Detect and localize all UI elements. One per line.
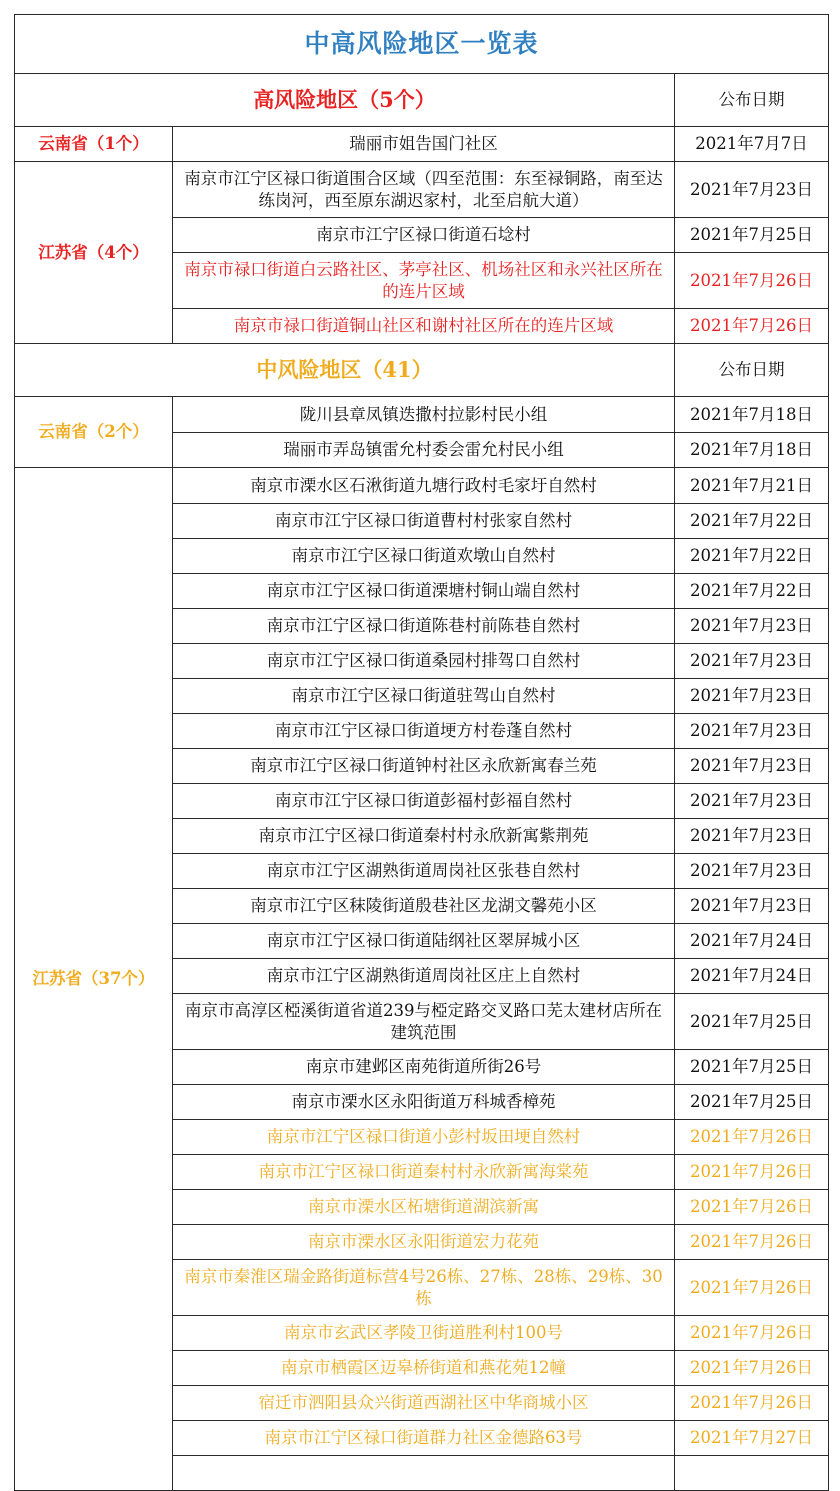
area-cell: 南京市江宁区秣陵街道殷巷社区龙湖文馨苑小区 bbox=[173, 889, 675, 924]
area-cell: 南京市江宁区禄口街道陆纲社区翠屏城小区 bbox=[173, 924, 675, 959]
area-cell: 南京市江宁区禄口街道石埝村 bbox=[173, 218, 675, 253]
date-cell: 2021年7月25日 bbox=[675, 218, 829, 253]
date-cell: 2021年7月23日 bbox=[675, 679, 829, 714]
area-cell: 南京市江宁区禄口街道桑园村排驾口自然村 bbox=[173, 644, 675, 679]
date-cell: 2021年7月26日 bbox=[675, 1225, 829, 1260]
date-cell: 2021年7月23日 bbox=[675, 819, 829, 854]
area-cell: 瑞丽市弄岛镇雷允村委会雷允村民小组 bbox=[173, 433, 675, 468]
area-cell: 南京市禄口街道铜山社区和谢村社区所在的连片区域 bbox=[173, 309, 675, 344]
province-jiangsu-medium: 江苏省（37个） bbox=[15, 468, 173, 1491]
date-cell: 2021年7月23日 bbox=[675, 889, 829, 924]
date-cell: 2021年7月7日 bbox=[675, 127, 829, 162]
date-cell: 2021年7月26日 bbox=[675, 1120, 829, 1155]
area-cell: 南京市秦淮区瑞金路街道标营4号26栋、27栋、28栋、29栋、30栋 bbox=[173, 1260, 675, 1316]
risk-area-table bbox=[14, 14, 829, 1491]
province-yunnan-high: 云南省（1个） bbox=[15, 127, 173, 162]
date-cell: 2021年7月26日 bbox=[675, 309, 829, 344]
date-cell: 2021年7月25日 bbox=[675, 1050, 829, 1085]
area-cell: 南京市江宁区禄口街道小彭村坂田埂自然村 bbox=[173, 1120, 675, 1155]
date-cell: 2021年7月25日 bbox=[675, 994, 829, 1050]
area-cell: 南京市江宁区禄口街道驻驾山自然村 bbox=[173, 679, 675, 714]
area-cell: 南京市江宁区禄口街道埂方村卷蓬自然村 bbox=[173, 714, 675, 749]
date-cell: 2021年7月26日 bbox=[675, 1351, 829, 1386]
area-cell: 南京市溧水区永阳街道宏力花苑 bbox=[173, 1225, 675, 1260]
area-cell: 南京市江宁区湖熟街道周岗社区张巷自然村 bbox=[173, 854, 675, 889]
area-cell: 南京市江宁区禄口街道曹村村张家自然村 bbox=[173, 504, 675, 539]
area-cell: 南京市禄口街道白云路社区、茅亭社区、机场社区和永兴社区所在的连片区域 bbox=[173, 253, 675, 309]
area-cell: 南京市江宁区禄口街道溧塘村铜山端自然村 bbox=[173, 574, 675, 609]
date-cell: 2021年7月26日 bbox=[675, 1260, 829, 1316]
date-cell: 2021年7月22日 bbox=[675, 504, 829, 539]
date-cell: 2021年7月26日 bbox=[675, 1155, 829, 1190]
date-cell: 2021年7月18日 bbox=[675, 397, 829, 433]
area-cell: 南京市江宁区禄口街道秦村村永欣新寓海棠苑 bbox=[173, 1155, 675, 1190]
date-cell bbox=[675, 1456, 829, 1491]
date-cell: 2021年7月18日 bbox=[675, 433, 829, 468]
area-cell: 南京市建邺区南苑街道所街26号 bbox=[173, 1050, 675, 1085]
date-cell: 2021年7月23日 bbox=[675, 714, 829, 749]
area-cell: 南京市溧水区永阳街道万科城香樟苑 bbox=[173, 1085, 675, 1120]
high-risk-header: 高风险地区（5个） bbox=[15, 74, 675, 127]
date-cell: 2021年7月26日 bbox=[675, 1316, 829, 1351]
date-cell: 2021年7月21日 bbox=[675, 468, 829, 504]
area-cell: 南京市江宁区禄口街道围合区域（四至范围：东至禄铜路，南至达练岗河，西至原东湖迟家村，北至启航大道） bbox=[173, 162, 675, 218]
area-cell: 南京市江宁区湖熟街道周岗社区庄上自然村 bbox=[173, 959, 675, 994]
area-cell: 南京市溧水区柘塘街道湖滨新寓 bbox=[173, 1190, 675, 1225]
area-cell: 陇川县章凤镇迭撒村拉影村民小组 bbox=[173, 397, 675, 433]
date-cell: 2021年7月26日 bbox=[675, 1386, 829, 1421]
date-cell: 2021年7月23日 bbox=[675, 162, 829, 218]
date-cell: 2021年7月25日 bbox=[675, 1085, 829, 1120]
date-cell: 2021年7月27日 bbox=[675, 1421, 829, 1456]
area-cell: 南京市江宁区禄口街道欢墩山自然村 bbox=[173, 539, 675, 574]
area-cell: 南京市高淳区椏溪街道省道239与椏定路交叉路口芜太建材店所在建筑范围 bbox=[173, 994, 675, 1050]
area-cell: 南京市栖霞区迈皋桥街道和燕花苑12幢 bbox=[173, 1351, 675, 1386]
date-cell: 2021年7月23日 bbox=[675, 784, 829, 819]
province-jiangsu-high: 江苏省（4个） bbox=[15, 162, 173, 344]
area-cell: 南京市江宁区禄口街道陈巷村前陈巷自然村 bbox=[173, 609, 675, 644]
area-cell: 南京市溧水区石湫街道九塘行政村毛家圩自然村 bbox=[173, 468, 675, 504]
area-cell: 南京市玄武区孝陵卫街道胜利村100号 bbox=[173, 1316, 675, 1351]
page-title: 中高风险地区一览表 bbox=[15, 15, 829, 74]
date-cell: 2021年7月26日 bbox=[675, 1190, 829, 1225]
date-cell: 2021年7月22日 bbox=[675, 574, 829, 609]
area-cell: 宿迁市泗阳县众兴街道西湖社区中华商城小区 bbox=[173, 1386, 675, 1421]
area-cell bbox=[173, 1456, 675, 1491]
date-cell: 2021年7月24日 bbox=[675, 924, 829, 959]
medium-date-header: 公布日期 bbox=[675, 344, 829, 397]
high-date-header: 公布日期 bbox=[675, 74, 829, 127]
area-cell: 南京市江宁区禄口街道群力社区金德路63号 bbox=[173, 1421, 675, 1456]
date-cell: 2021年7月23日 bbox=[675, 854, 829, 889]
date-cell: 2021年7月24日 bbox=[675, 959, 829, 994]
date-cell: 2021年7月23日 bbox=[675, 644, 829, 679]
area-cell: 南京市江宁区禄口街道钟村社区永欣新寓春兰苑 bbox=[173, 749, 675, 784]
date-cell: 2021年7月23日 bbox=[675, 749, 829, 784]
province-yunnan-medium: 云南省（2个） bbox=[15, 397, 173, 468]
area-cell: 瑞丽市姐告国门社区 bbox=[173, 127, 675, 162]
area-cell: 南京市江宁区禄口街道秦村村永欣新寓紫荆苑 bbox=[173, 819, 675, 854]
date-cell: 2021年7月23日 bbox=[675, 609, 829, 644]
date-cell: 2021年7月22日 bbox=[675, 539, 829, 574]
area-cell: 南京市江宁区禄口街道彭福村彭福自然村 bbox=[173, 784, 675, 819]
date-cell: 2021年7月26日 bbox=[675, 253, 829, 309]
medium-risk-header: 中风险地区（41） bbox=[15, 344, 675, 397]
